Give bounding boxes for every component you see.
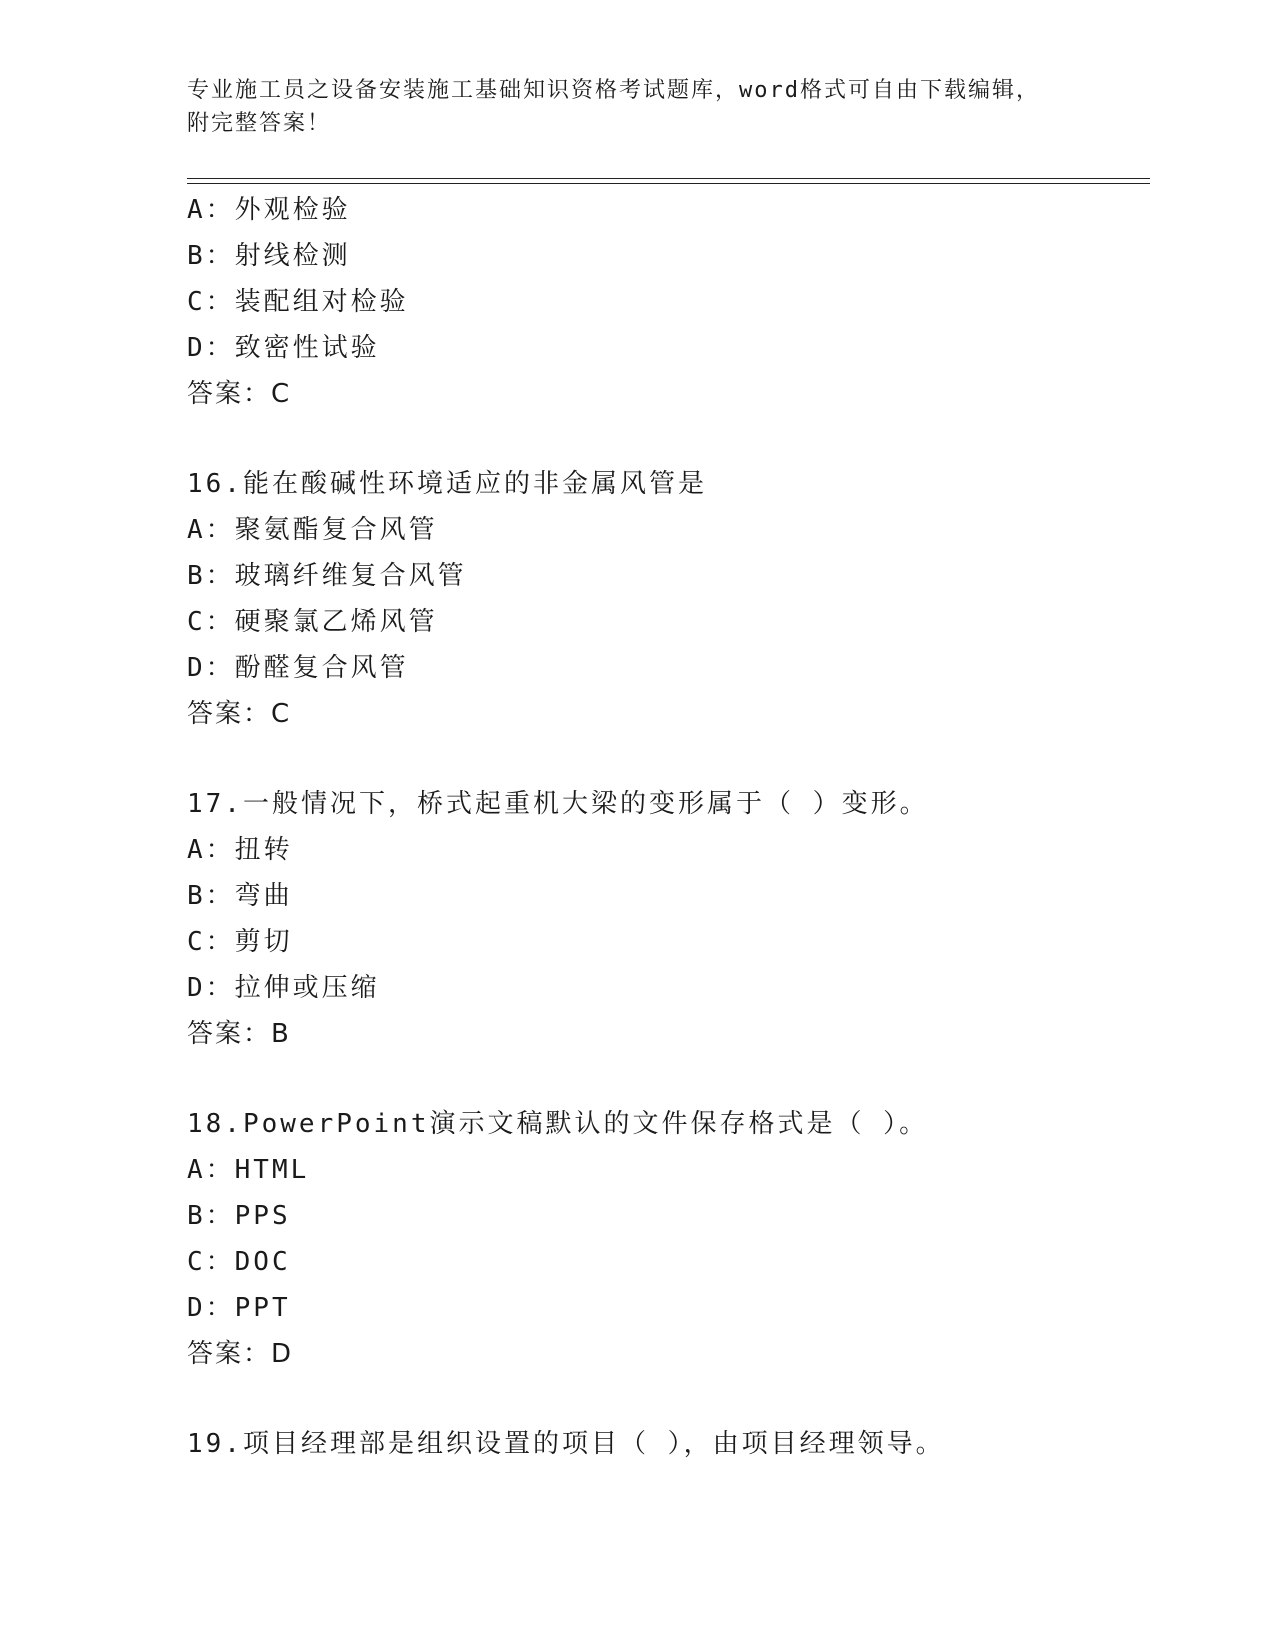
- question-text: 19.项目经理部是组织设置的项目（ ），由项目经理领导。: [187, 1429, 945, 1459]
- option-b: B：弯曲: [187, 881, 293, 911]
- option-b: B：玻璃纤维复合风管: [187, 561, 467, 591]
- header-line-1: 专业施工员之设备安装施工基础知识资格考试题库，word格式可自由下载编辑，: [187, 78, 1040, 103]
- question-block-17: [187, 781, 1150, 1057]
- option-c: C：装配组对检验: [187, 287, 409, 317]
- option-a: A：聚氨酯复合风管: [187, 515, 438, 545]
- header-rule-top: [187, 178, 1150, 179]
- spacer: [187, 737, 1150, 781]
- answer-line: 答案：D: [187, 1339, 294, 1369]
- option-d: D：PPT: [187, 1293, 291, 1323]
- option-c: C：DOC: [187, 1247, 291, 1277]
- option-d: D：拉伸或压缩: [187, 973, 380, 1003]
- option-d: D：酚醛复合风管: [187, 653, 409, 683]
- question-text: 16.能在酸碱性环境适应的非金属风管是: [187, 469, 707, 499]
- question-text: 18.PowerPoint演示文稿默认的文件保存格式是（ ）。: [187, 1109, 929, 1139]
- option-b: B：射线检测: [187, 241, 351, 271]
- answer-line: 答案：C: [187, 699, 292, 729]
- question-block-18: [187, 1101, 1150, 1377]
- spacer: [187, 1377, 1150, 1421]
- option-a: A：扭转: [187, 835, 293, 865]
- spacer: [187, 1057, 1150, 1101]
- answer-line: 答案：C: [187, 379, 292, 409]
- question-block-19: [187, 1421, 1150, 1467]
- option-a: A：外观检验: [187, 195, 351, 225]
- question-text: 17.一般情况下，桥式起重机大梁的变形属于（ ）变形。: [187, 789, 929, 819]
- option-c: C：剪切: [187, 927, 293, 957]
- option-b: B：PPS: [187, 1201, 291, 1231]
- option-d: D：致密性试验: [187, 333, 380, 363]
- option-a: A：HTML: [187, 1155, 310, 1185]
- document-header: [187, 74, 1067, 140]
- question-block-15: [187, 187, 1150, 417]
- option-c: C：硬聚氯乙烯风管: [187, 607, 438, 637]
- header-line-2: 附完整答案！: [187, 111, 332, 136]
- spacer: [187, 417, 1150, 461]
- header-rule-bottom: [187, 183, 1150, 184]
- answer-line: 答案：B: [187, 1019, 291, 1049]
- question-block-16: [187, 461, 1150, 737]
- question-list: [187, 187, 1150, 1467]
